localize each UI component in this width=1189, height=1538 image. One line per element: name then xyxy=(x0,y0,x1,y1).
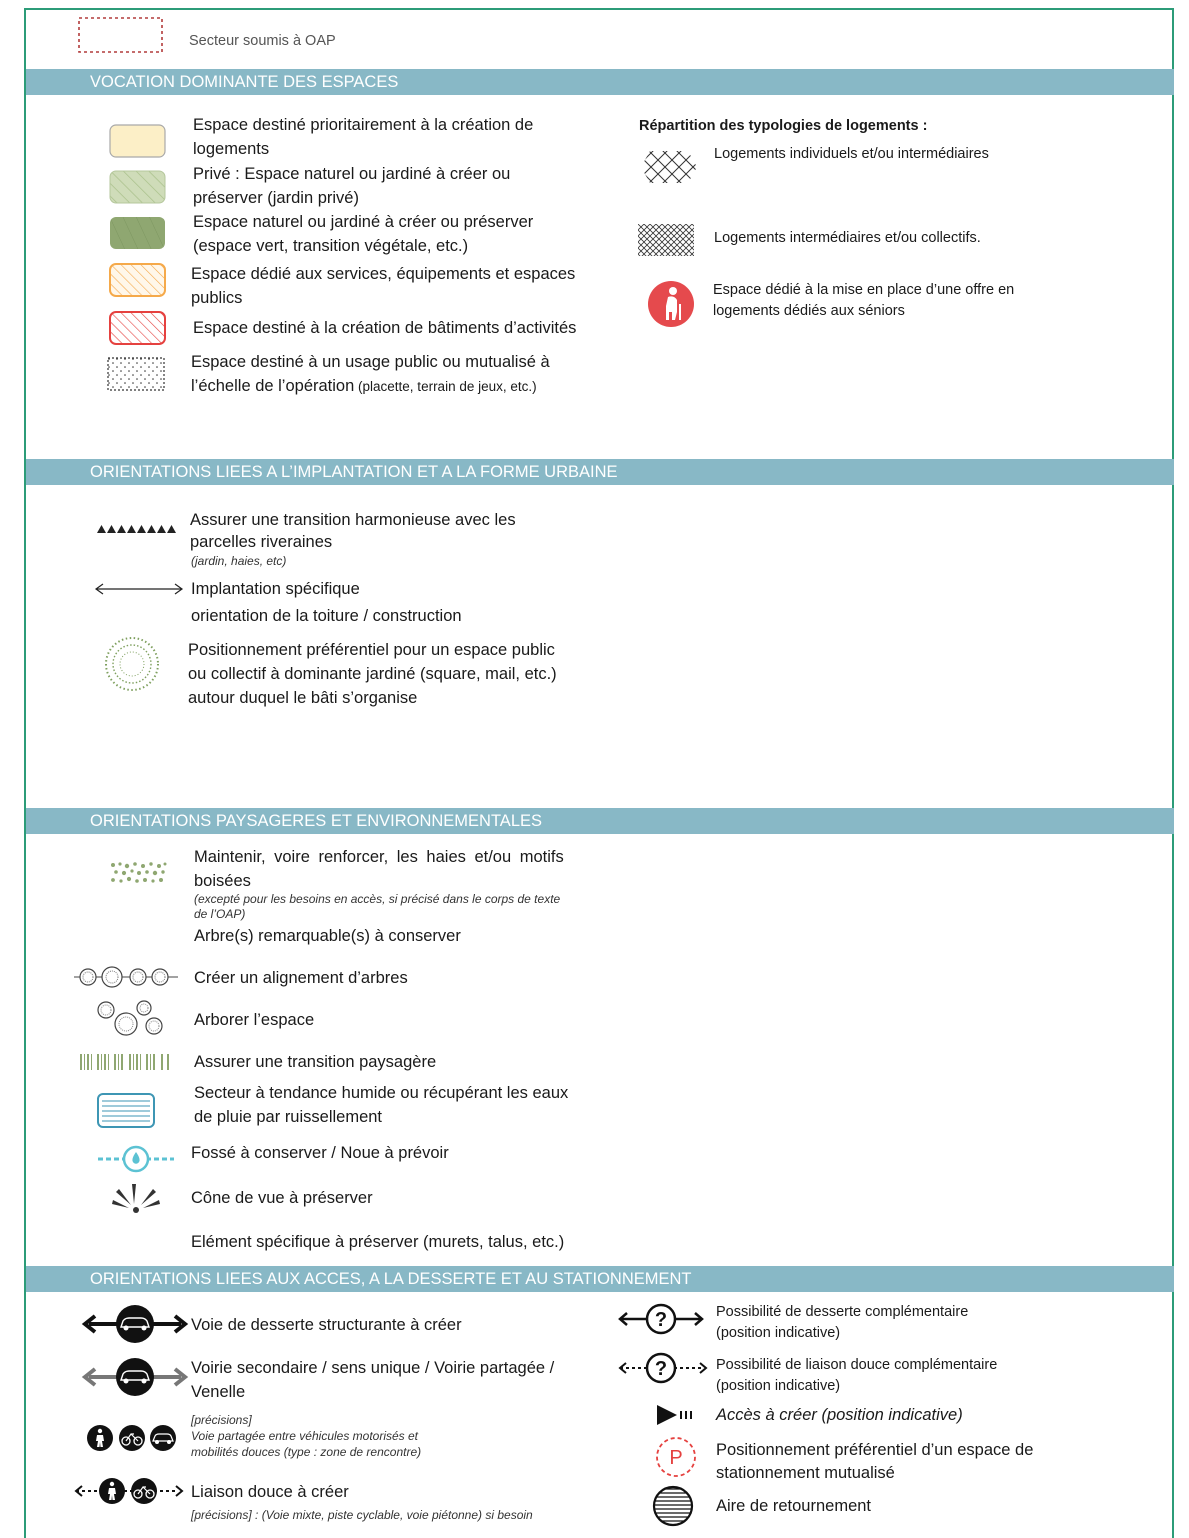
triangles-transition-icon xyxy=(97,524,175,534)
paysage-haies-l1: Maintenir, voire renforcer, les haies et/ou motifs xyxy=(194,848,564,866)
haies-dots-icon xyxy=(110,861,168,885)
soft-link-icon xyxy=(74,1476,184,1506)
secondary-road-icon xyxy=(83,1357,187,1397)
acces-secondaire-l1: Voirie secondaire / sens unique / Voirie partagée / xyxy=(191,1359,555,1377)
svg-text:?: ? xyxy=(654,1358,668,1380)
paysage-humide-l1: Secteur à tendance humide ou récupérant les eaux xyxy=(194,1084,569,1102)
logements-swatch xyxy=(109,124,167,159)
section-vocation: VOCATION DOMINANTE DES ESPACES xyxy=(26,69,1174,95)
vocation-logements-l1: Espace destiné prioritairement à la création de xyxy=(193,116,534,134)
section-acces: ORIENTATIONS LIEES AUX ACCES, A LA DESSERTE ET AU STATIONNEMENT xyxy=(26,1266,1174,1292)
vocation-activites: Espace destiné à la création de bâtiments d’activités xyxy=(193,319,577,337)
public-swatch xyxy=(107,357,165,391)
acces-creer: Accès à créer (position indicative) xyxy=(716,1406,963,1424)
complementary-soft-link-icon xyxy=(618,1352,708,1384)
acces-partagee-note-l2: Voie partagée entre véhicules motorisés et xyxy=(191,1429,419,1443)
crosshatch-individuels-icon xyxy=(640,150,698,184)
vocation-naturel-l1: Espace naturel ou jardiné à créer ou préserver xyxy=(193,213,534,231)
main-road-icon xyxy=(83,1304,187,1344)
paysage-haies-note-l1: (excepté pour les besoins en accès, si précisé dans le corps de texte xyxy=(194,892,561,906)
acces-structurante: Voie de desserte structurante à créer xyxy=(191,1316,462,1334)
section-implantation: ORIENTATIONS LIEES A L’IMPLANTATION ET A LA FORME URBAINE xyxy=(26,459,1174,485)
typologies-seniors-l2: logements dédiés aux séniors xyxy=(713,303,905,319)
implantation-specifique-l2: orientation de la toiture / construction xyxy=(191,607,462,625)
svg-text:P: P xyxy=(669,1447,683,1469)
acces-liaison-note: [précisions] : (Voie mixte, piste cyclable, voie piétonne) si besoin xyxy=(191,1508,533,1522)
acces-liaison-compl-l1: Possibilité de liaison douce complémentaire xyxy=(716,1357,998,1373)
implantation-position-l2: ou collectif à dominante jardiné (square, mail, etc.) xyxy=(188,665,557,683)
oap-boundary-icon xyxy=(78,17,164,53)
paysage-fosse: Fossé à conserver / Noue à prévoir xyxy=(191,1144,449,1162)
vocation-public-l2: l’échelle de l’opération (placette, terrain de jeux, etc.) xyxy=(191,377,537,395)
typologies-seniors-l1: Espace dédié à la mise en place d’une offre en xyxy=(713,282,1015,298)
vocation-prive-l1: Privé : Espace naturel ou jardiné à créer ou xyxy=(193,165,511,183)
parking-icon xyxy=(655,1436,697,1478)
typologies-collectifs: Logements intermédiaires et/ou collectifs. xyxy=(714,230,981,246)
activites-swatch xyxy=(109,311,167,346)
acces-desserte-compl-l1: Possibilité de desserte complémentaire xyxy=(716,1304,969,1320)
paysage-alignement: Créer un alignement d’arbres xyxy=(194,969,408,987)
oap-label: Secteur soumis à OAP xyxy=(189,33,336,49)
senior-icon xyxy=(647,280,695,328)
paysage-humide-l2: de pluie par ruissellement xyxy=(194,1108,383,1126)
view-cone-icon xyxy=(110,1180,162,1214)
paysage-arbres: Arbre(s) remarquable(s) à conserver xyxy=(194,927,461,945)
implantation-position-l1: Positionnement préférentiel pour un espace public xyxy=(188,641,555,659)
tree-cluster-icon xyxy=(96,998,166,1038)
ditch-icon xyxy=(98,1145,176,1173)
tree-alignment-icon xyxy=(74,964,180,990)
svg-text:?: ? xyxy=(654,1309,668,1331)
access-arrow-icon xyxy=(656,1404,700,1426)
landscape-transition-icon xyxy=(80,1054,172,1070)
acces-parking-l1: Positionnement préférentiel d’un espace de xyxy=(716,1441,1034,1459)
prive-swatch xyxy=(109,170,167,205)
typologies-title: Répartition des typologies de logements : xyxy=(639,118,928,134)
acces-partagee-note-l1: [précisions] xyxy=(191,1413,252,1427)
implantation-position-l3: autour duquel le bâti s’organise xyxy=(188,689,418,707)
acces-retournement: Aire de retournement xyxy=(716,1497,872,1515)
typologies-individuels: Logements individuels et/ou intermédiaires xyxy=(714,146,989,162)
vocation-services-l2: publics xyxy=(191,289,243,307)
crosshatch-collectifs-icon xyxy=(638,224,694,256)
paysage-transition: Assurer une transition paysagère xyxy=(194,1053,437,1071)
paysage-cone: Cône de vue à préserver xyxy=(191,1189,373,1207)
vocation-naturel-l2: (espace vert, transition végétale, etc.) xyxy=(193,237,469,255)
implantation-transition-l1: Assurer une transition harmonieuse avec les xyxy=(190,511,516,529)
implantation-specifique-l1: Implantation spécifique xyxy=(191,580,360,598)
acces-parking-l2: stationnement mutualisé xyxy=(716,1464,895,1482)
implantation-transition-note: (jardin, haies, etc) xyxy=(191,554,287,568)
double-arrow-icon xyxy=(94,582,184,596)
paysage-arborer: Arborer l’espace xyxy=(194,1011,315,1029)
paysage-element: Elément spécifique à préserver (murets, talus, etc.) xyxy=(191,1233,565,1251)
vocation-prive-l2: préserver (jardin privé) xyxy=(193,189,359,207)
vocation-services-l1: Espace dédié aux services, équipements et espaces xyxy=(191,265,576,283)
implantation-transition-l2: parcelles riveraines xyxy=(190,533,333,551)
acces-secondaire-l2: Venelle xyxy=(191,1383,246,1401)
naturel-swatch xyxy=(109,216,167,251)
acces-liaison: Liaison douce à créer xyxy=(191,1483,349,1501)
section-paysage: ORIENTATIONS PAYSAGERES ET ENVIRONNEMENTALES xyxy=(26,808,1174,834)
complementary-road-icon xyxy=(618,1303,704,1335)
acces-liaison-compl-l2: (position indicative) xyxy=(716,1378,841,1394)
turnaround-icon xyxy=(652,1485,694,1527)
paysage-haies-l2: boisées xyxy=(194,872,251,890)
services-swatch xyxy=(109,263,167,298)
vocation-public-l1: Espace destiné à un usage public ou mutualisé à xyxy=(191,353,550,371)
wetland-icon xyxy=(97,1093,157,1129)
concentric-circles-icon xyxy=(104,636,160,692)
acces-partagee-note-l3: mobilités douces (type : zone de rencontre) xyxy=(191,1445,422,1459)
acces-desserte-compl-l2: (position indicative) xyxy=(716,1325,841,1341)
vocation-logements-l2: logements xyxy=(193,140,270,158)
shared-way-icons xyxy=(86,1424,178,1452)
paysage-haies-note-l2: de l’OAP) xyxy=(194,907,246,921)
